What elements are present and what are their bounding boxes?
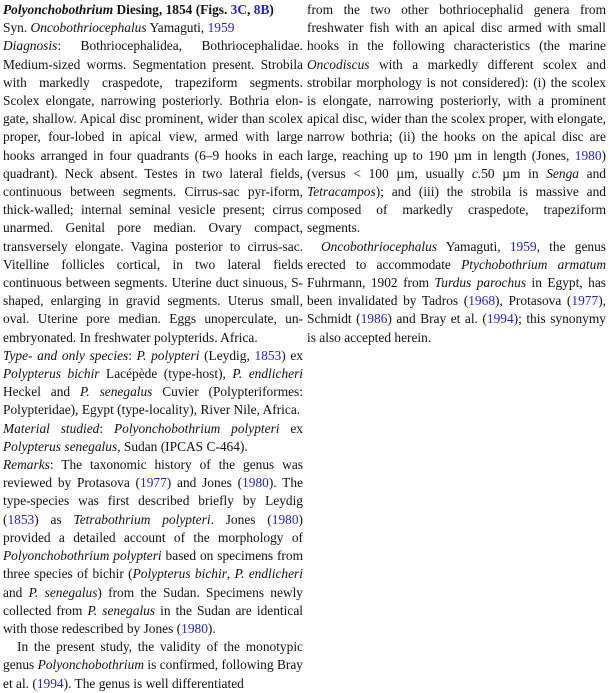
text-run: in the Sudan are identical with those redescribed by Jones ( xyxy=(3,602,303,636)
italic-text: Oncobothriocephalus xyxy=(321,238,438,254)
citation-link[interactable]: 1994 xyxy=(36,675,64,691)
text-run: in Egypt, has been invalidated by Tadros ( xyxy=(307,275,606,309)
italic-text: Ptychobothrium armatum xyxy=(461,256,606,272)
text-run: Fuhrmann, 1902 from xyxy=(307,275,435,291)
citation-link[interactable]: 1977 xyxy=(140,475,167,491)
citation-link[interactable]: 1959 xyxy=(207,20,235,36)
italic-text: Polyonchobothrium xyxy=(37,657,145,673)
text-run: ) provided a detailed account of the morphology of xyxy=(3,511,304,545)
text-run: ex xyxy=(279,420,303,436)
text-run: In the present study, the validity of the monotypic genus xyxy=(3,639,303,673)
italic-text: Polypterus bichir xyxy=(3,366,100,382)
text-run: is confirmed, following Bray et al. ( xyxy=(3,657,303,691)
citation-link[interactable]: 1980 xyxy=(574,147,602,163)
text-run: Lacépède (type-host), xyxy=(99,366,233,382)
citation-link[interactable]: 1853 xyxy=(254,347,282,363)
paragraph-present-study xyxy=(3,638,303,693)
citation-link[interactable]: 1968 xyxy=(468,293,496,309)
italic-text: P. senegalus xyxy=(28,584,98,600)
text-run: ) (versus < 100 µm, usually xyxy=(307,147,606,181)
italic-text: c. xyxy=(471,165,482,181)
text-run: Diesing, 1854 (Figs. xyxy=(113,2,231,17)
text-run: based on specimens from three species of bichir ( xyxy=(3,548,303,582)
text-run: Syn. xyxy=(3,20,31,36)
italic-text: Type- and only species xyxy=(3,347,129,363)
text-run: , the genus erected to accommodate xyxy=(307,238,606,272)
paragraph-heading xyxy=(3,1,303,19)
paragraph-diagnosis xyxy=(3,37,303,346)
text-run: : Bothriocephalidea, Bothriocephalidae. Medium-sized worms. Segmentation present. Strobila with markedly craspedote, trapeziform segments. Scolex elongate, narrowing posteriorly. Bothria elon-gate, shallow. Apical disc prominent, wider than scolex proper, four-lobed in apical view, armed with large hooks arranged in four quadrants (6–9 hooks in each quadrant). Neck absent. Testes in two lateral fields, continuous between segments. Cirrus-sac pyr-iform, thick-walled; internal seminal vesicle present; cirrus unarmed. Genital pore median. Ovary compact, transversely elongate. Vagina posterior to cirrus-sac. Vitelline follicles cortical, in two lateral fields continuous between segments. Uterine duct sinuous, S-shaped, enlarging in gravid segments. Uterus small, oval. Uterine pore median. Eggs unoperculate, un-embryonated. In freshwater polypterids. Africa. xyxy=(3,38,303,345)
text-run: Yamaguti, xyxy=(437,238,510,254)
text-run: Yamaguti, xyxy=(146,20,208,36)
text-run: ), Protasova ( xyxy=(495,293,572,309)
italic-text: P. polypteri xyxy=(136,347,200,363)
text-run: ), Schmidt ( xyxy=(307,293,606,327)
citation-link[interactable]: 1977 xyxy=(571,293,599,309)
text-run: ) and Bray et al. ( xyxy=(387,311,487,327)
italic-text: Turdus parochus xyxy=(434,275,527,291)
left-column xyxy=(3,1,303,693)
text-run: : xyxy=(99,420,114,436)
text-run: , xyxy=(247,2,254,17)
citation-link[interactable]: 1980 xyxy=(242,475,269,491)
italic-text: Diagnosis xyxy=(3,38,58,54)
paragraph-synonym xyxy=(3,19,303,37)
paragraph-remarks xyxy=(3,456,303,638)
citation-link[interactable]: 8B xyxy=(253,2,270,17)
right-column xyxy=(307,1,606,347)
citation-link[interactable]: 1853 xyxy=(7,511,35,527)
text-run: ); and (iii) the strobila is massive and composed of markedly craspedote, trapeziform segments. xyxy=(307,184,606,236)
citation-link[interactable]: 1959 xyxy=(509,238,537,254)
text-run: , xyxy=(226,566,235,582)
text-run: , Sudan (IPCAS C-464). xyxy=(117,438,248,454)
italic-text: Polyonchobothrium polypteri xyxy=(113,420,280,436)
citation-link[interactable]: 1980 xyxy=(181,620,208,636)
italic-text: Polypterus senegalus xyxy=(3,438,118,454)
text-run: ) ex xyxy=(281,347,303,363)
text-run: ) as xyxy=(34,511,74,527)
italic-text: P. senegalus xyxy=(79,384,153,400)
italic-text: Tetracampos xyxy=(307,184,376,200)
text-run: : The taxonomic history of the genus was reviewed by Protasova ( xyxy=(3,457,303,491)
text-run: (Leydig, xyxy=(199,347,255,363)
paragraph-oncobothriocephalus xyxy=(307,238,606,347)
text-run: ) and Jones ( xyxy=(166,475,243,491)
citation-link[interactable]: 1986 xyxy=(360,311,388,327)
text-run: ) from the Sudan. Specimens newly collected from xyxy=(3,584,303,618)
paragraph-material-studied xyxy=(3,420,303,456)
text-run: with a markedly different scolex and strobilar morphology is not considered): (i) the scolex is elongate, narrowing posteriorly, with a prominent apical disc, wider than the scolex proper, with elongate, narrow bothria; (ii) the hooks on the apical disc are large, reaching up to 190 µm in length (Jones, xyxy=(307,56,606,163)
text-run: from the two other bothriocephalid genera from freshwater fish with an apical disc armed with small hooks in the following characteristics (the marine xyxy=(307,2,606,54)
text-run: and xyxy=(3,584,29,600)
italic-text: Senga xyxy=(546,165,579,181)
italic-text: Tetrabothrium polypteri xyxy=(73,511,211,527)
text-run: Heckel and xyxy=(3,384,80,400)
italic-text: Material studied xyxy=(3,420,100,436)
text-run: . Jones ( xyxy=(210,511,272,527)
text-run: ). The genus is well differentiated xyxy=(63,675,244,691)
text-run: ) xyxy=(269,2,274,17)
text-run: ); this synonymy is also accepted herein. xyxy=(307,311,606,345)
text-run: ). The type-species was first described briefly by Leydig ( xyxy=(3,475,303,527)
citation-link[interactable]: 1980 xyxy=(271,511,299,527)
citation-link[interactable]: 3C xyxy=(230,2,248,17)
paragraph-differentiation xyxy=(307,1,606,238)
text-run: : xyxy=(128,347,137,363)
text-run: Cuvier (Polypteriformes: Polypteridae), Egypt (type-locality), River Nile, Africa. xyxy=(3,384,303,418)
italic-text: P. endlicheri xyxy=(232,366,304,382)
italic-text: P. senegalus xyxy=(87,602,156,618)
italic-text: Oncodiscus xyxy=(307,56,370,72)
italic-text: Polypterus bichir xyxy=(132,566,227,582)
italic-text: Polyonchobothrium xyxy=(3,2,114,17)
text-run: 50 µm in xyxy=(481,165,547,181)
italic-text: Oncobothriocephalus xyxy=(30,20,147,36)
italic-text: Remarks xyxy=(3,457,50,473)
text-run: ). xyxy=(207,620,216,636)
italic-text: Polyonchobothrium polypteri xyxy=(3,548,162,564)
text-run: and xyxy=(578,165,606,181)
italic-text: P. endlicheri xyxy=(234,566,303,582)
citation-link[interactable]: 1994 xyxy=(486,311,514,327)
paragraph-type-species xyxy=(3,347,303,420)
